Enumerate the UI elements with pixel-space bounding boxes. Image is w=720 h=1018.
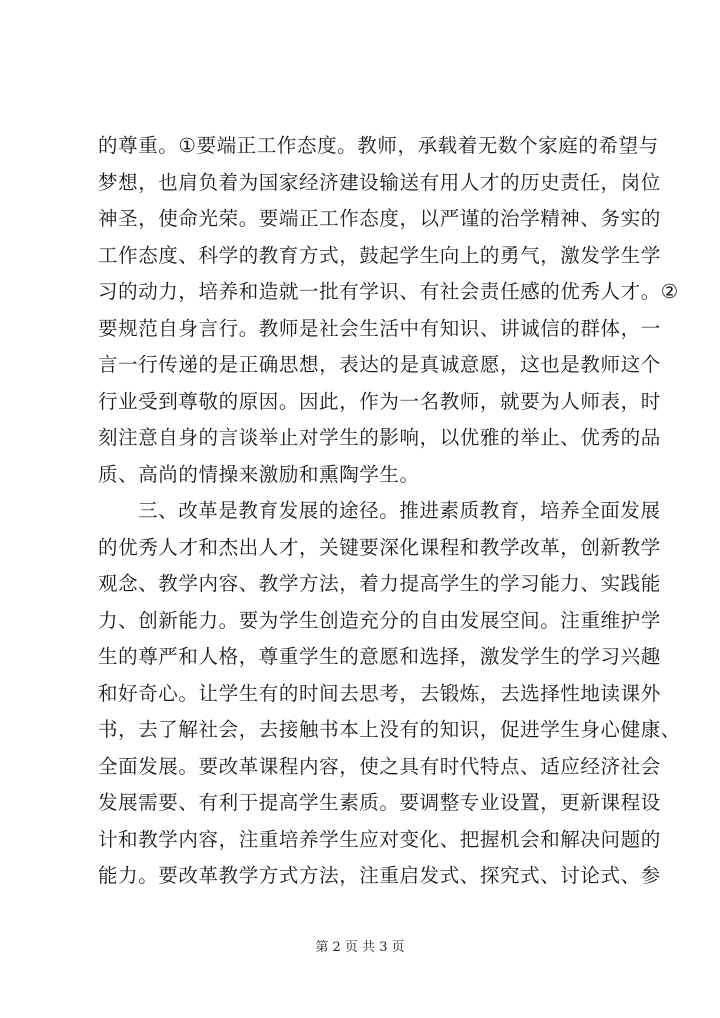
text-line: 质、高尚的情操来激励和熏陶学生。 — [98, 462, 420, 486]
page-number-footer: 第 2 页 共 3 页 — [315, 940, 405, 955]
text-line: 梦想，也肩负着为国家经济建设输送有用人才的历史责任，岗位 — [98, 170, 661, 194]
text-line: 言一行传递的是正确思想，表达的是真诚意愿，这也是教师这个 — [98, 353, 661, 376]
text-line: 观念、教学内容、教学方法，着力提高学生的学习能力、实践能 — [98, 572, 661, 595]
text-line: 能力。要改革教学方式方法，注重启发式、探究式、讨论式、参 — [98, 864, 661, 887]
text-line: 生的尊严和人格，尊重学生的意愿和选择，激发学生的学习兴趣 — [98, 645, 661, 668]
text-line: 力、创新能力。要为学生创造充分的自由发展空间。注重维护学 — [98, 608, 661, 632]
text-line: 的优秀人才和杰出人才，关键要深化课程和教学改革，创新教学 — [98, 535, 661, 559]
text-line: 刻注意自身的言谈举止对学生的影响，以优雅的举止、优秀的品 — [98, 426, 661, 449]
text-line: 行业受到尊敬的原因。因此，作为一名教师，就要为人师表，时 — [98, 389, 661, 413]
section-heading-line: 三、改革是教育发展的途径。推进素质教育，培养全面发展 — [138, 499, 661, 522]
text-line: 要规范自身言行。教师是社会生活中有知识、讲诚信的群体，一 — [98, 316, 661, 340]
text-line: 发展需要、有利于提高学生素质。要调整专业设置，更新课程设 — [98, 791, 661, 814]
text-line: 计和教学内容，注重培养学生应对变化、把握机会和解决问题的 — [98, 827, 661, 851]
text-line: 工作态度、科学的教育方式，鼓起学生向上的勇气，激发学生学 — [98, 243, 661, 267]
text-line: 全面发展。要改革课程内容，使之具有时代特点、适应经济社会 — [98, 754, 661, 778]
text-line: 书，去了解社会，去接触书本上没有的知识，促进学生身心健康、 — [98, 718, 681, 741]
text-line: 神圣，使命光荣。要端正工作态度，以严谨的治学精神、务实的 — [98, 207, 661, 230]
text-line: 和好奇心。让学生有的时间去思考，去锻炼，去选择性地读课外 — [98, 681, 661, 705]
body-text — [98, 128, 681, 895]
text-line: 的尊重。①要端正工作态度。教师，承载着无数个家庭的希望与 — [98, 134, 659, 157]
text-line: 习的动力，培养和造就一批有学识、有社会责任感的优秀人才。② — [98, 280, 679, 303]
